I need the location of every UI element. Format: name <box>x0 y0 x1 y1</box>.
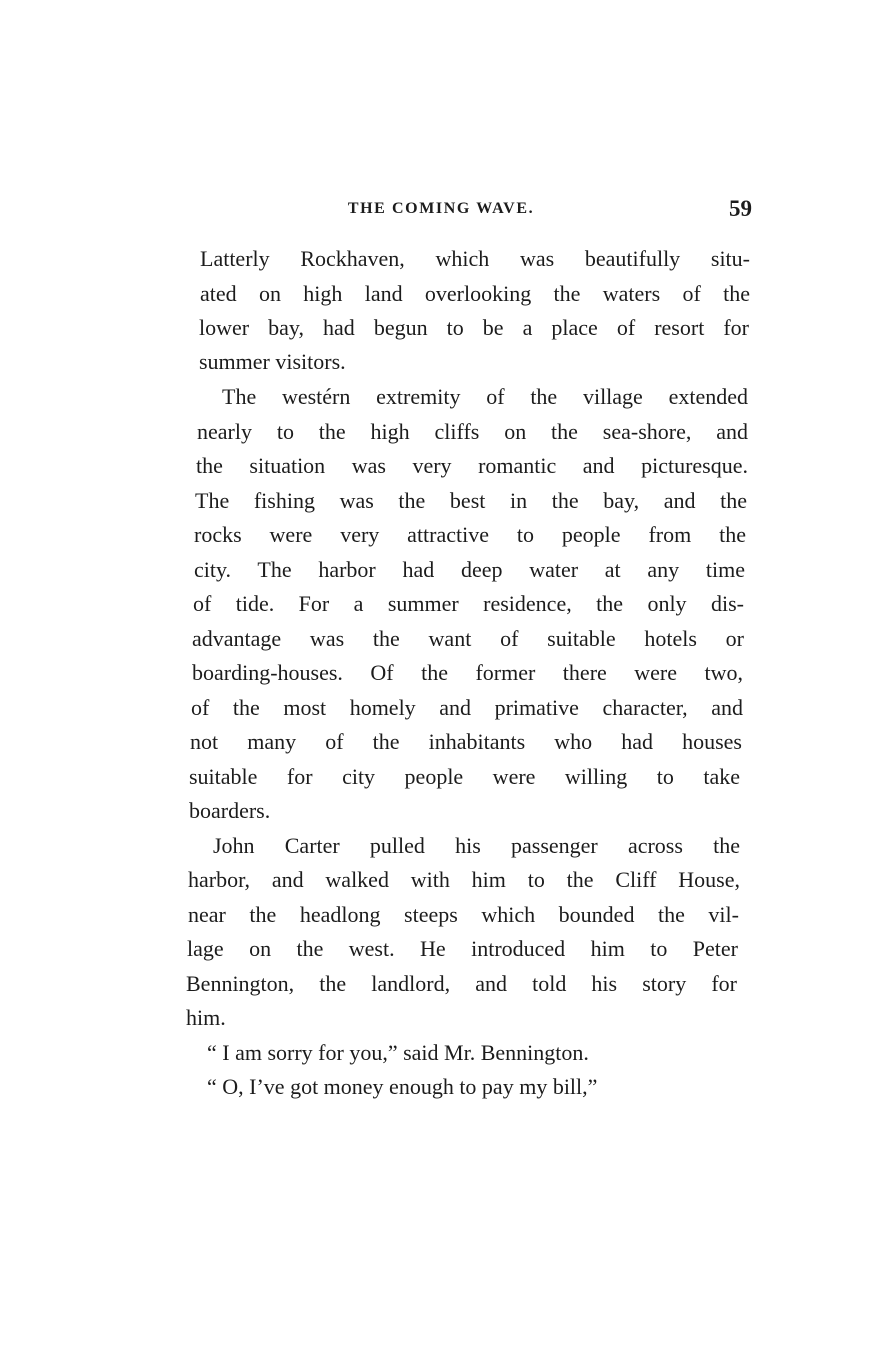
text-line: The fishing was the best in the bay, and the <box>195 488 747 513</box>
text-line: Latterly Rockhaven, which was beautifully situ- <box>200 246 750 271</box>
text-line: nearly to the high cliffs on the sea-shore, and <box>197 419 748 444</box>
text-line: rocks were very attractive to people from the <box>194 522 746 547</box>
text-line: “ I am sorry for you,” said Mr. Bennington. <box>207 1040 589 1065</box>
text-line: ated on high land overlooking the waters of the <box>200 281 750 306</box>
text-line: city. The harbor had deep water at any time <box>194 557 745 582</box>
text-line: advantage was the want of suitable hotels or <box>192 626 744 651</box>
text-line: near the headlong steeps which bounded the vil- <box>188 902 739 927</box>
text-line: “ O, I’ve got money enough to pay my bill,” <box>207 1074 598 1099</box>
text-line: of the most homely and primative character, and <box>191 695 743 720</box>
text-line: of tide. For a summer residence, the only dis- <box>193 591 744 616</box>
running-title: THE COMING WAVE. <box>347 200 535 217</box>
text-line: lage on the west. He introduced him to Peter <box>187 936 738 961</box>
text-line: boarding-houses. Of the former there were two, <box>192 660 743 685</box>
text-line: summer visitors. <box>199 349 346 374</box>
text-line: suitable for city people were willing to take <box>189 764 740 789</box>
text-line: not many of the inhabitants who had houses <box>190 729 742 754</box>
text-line: John Carter pulled his passenger across the <box>213 833 740 858</box>
text-line: lower bay, had begun to be a place of resort for <box>199 315 749 340</box>
text-line: him. <box>186 1005 226 1030</box>
running-head <box>190 196 752 226</box>
text-line: The westérn extremity of the village extended <box>222 384 748 409</box>
page-number: 59 <box>729 196 752 221</box>
text-line: Bennington, the landlord, and told his story for <box>186 971 737 996</box>
text-line: harbor, and walked with him to the Cliff House, <box>188 867 740 892</box>
text-line: boarders. <box>189 798 271 823</box>
text-line: the situation was very romantic and picturesque. <box>196 453 748 478</box>
